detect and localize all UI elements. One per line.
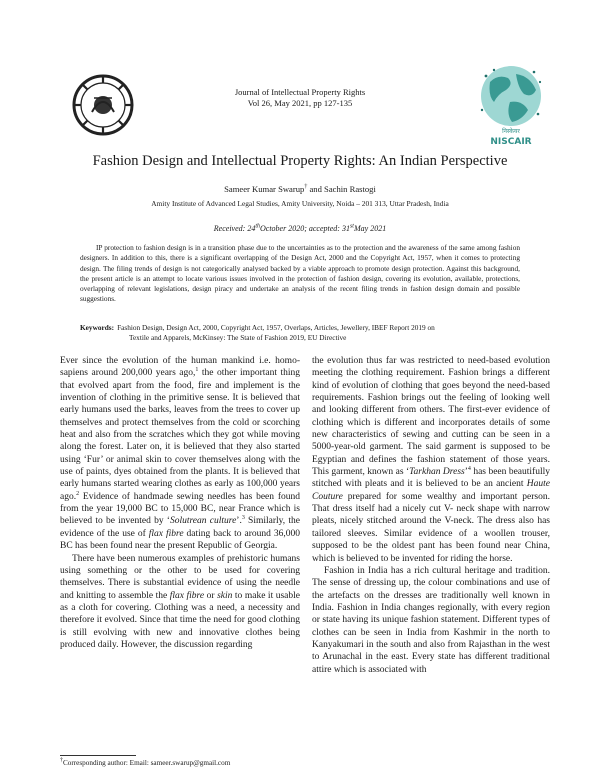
author-1-mark: † [304,184,308,191]
body-column-left [60,355,300,651]
received-dates: Received: 24thOctober 2020; accepted: 31stMay 2021 [213,223,387,233]
paragraph: There have been numerous examples of prehistoric humans using something or the other to be used for covering themselves. There is substantial evidence of using the needle and knitting to assemble the flax fibre or skin to make it usable as a cloth for covering. Clothing was a need, a necessity and therefore it evolved. Since that time the need for good clothing is still evolving with new and innovative clothes being produced daily. However, the discussion regarding [60,553,301,650]
author-1: Sameer Kumar Swarup [224,184,305,194]
keywords-line-2: Textile and Apparels, McKinsey: The State of Fashion 2019, EU Directive [129,333,347,342]
niscair-globe-icon [474,64,548,152]
author-conjunction: and [307,184,325,194]
footnote-text: Corresponding author: Email: sameer.swarup@gmail.com [63,759,231,767]
keywords-line-1: Fashion Design, Design Act, 2000, Copyright Act, 1957, Overlaps, Articles, Jewellery, IBEF Report 2019 on [117,323,435,332]
footnote: †Corresponding author: Email: sameer.swarup@gmail.com [60,757,231,767]
keywords-label: Keywords: [80,323,115,332]
footnote-rule [60,755,136,756]
author-2: Sachin Rastogi [324,184,376,194]
body-column-right [312,355,550,676]
journal-volume: Vol 26, May 2021, pp 127-135 [247,98,353,108]
paragraph: the evolution thus far was restricted to need-based evolution meeting the clothing requirement. Fashion brings a different kind of evolution of clothing that goes beyond the need-based requirements. Fashion brings out the feeling of looking well and looking different from others. The first-ever evidence of clothing which is different and incorporates details of some new characteristics of sewing and cutting can be seen in a 5000-year-old garment. The said garment is supposed to be Egyptian and defines the fashion statement of those years. This garment, known as ‘Tarkhan Dress’$^4$ has been beautifully stitched with pleats and it is believed to be an ancient Haute Couture prepared for some wealthy and important person. That dress itself had a nicely cut V- neck shape with narrow pleats, nicely stitched around the V-neck. The dress also has tailored sleeves. Similar evidence of a woollen trouser, supposed to be the oldest pant has been found near China, which is believed to be invented for riding the horse. [312,356,550,564]
niscair-hindi-text: निस्केयर [502,128,520,135]
affiliation: Amity Institute of Advanced Legal Studies, Amity University, Noida – 201 313, Uttar Pradesh, India [151,199,449,208]
abstract: IP protection to fashion design is in a transition phase due to the uncertainties as to the protection and the awareness of the same among fashion designers. In addition to this, there is a significant overlapping of the Design Act, 2000 and the Copyright Act, 1957, when it comes to protecting design. The filing trends of design is not categorically analysed backed by a viable approach to promote design protection. Against this background, the present article is an attempt to locate various issues involved in the protection of fashion design, covering its evolution, available, protections, overlapping of relevant legislations, design piracy and undertake an analysis of the recent filing trends in fashion design domain and possible suggestions. [80,243,520,304]
paragraph: Ever since the evolution of the human mankind i.e. homo-sapiens around 200,000 years ago,$^1$ the other important thing that evolved apart from the food, fire and implement is the invention of clothing in the primitive sense. It is believed that early humans used the barks, leaves from the trees to cover up themselves and protect themselves from the cold or scorching heat and also from the scratches which they got while moving along the forest. Later on, it is believed that they also started using ‘Fur’ or animal skin to cover themselves along with the use of paints, dyes obtained from the plants. It is believed that early humans started wearing clothes as early as 100,000 years ago.$^2$ Evidence of handmade sewing needles has been found from the year 19,000 BC to 15,000 BC, near France which is believed to be invented by ‘Solutrean culture’.$^3$ Similarly, the evidence of the use of flax fibre dating back to around 36,000 BC has been found near the present Republic of Georgia. [60,356,301,552]
journal-name: Journal of Intellectual Property Rights [234,87,366,97]
niscair-logo [474,64,548,152]
author-line [40,184,560,195]
journal-info [180,87,420,109]
institute-emblem-icon [72,74,134,136]
niscair-text: NISCAIR [490,137,532,147]
keywords [80,323,520,343]
article-title: Fashion Design and Intellectual Property Rights: An Indian Perspective [92,153,508,169]
paragraph: Fashion in India has a rich cultural heritage and tradition. The sense of dressing up, the colour combinations and use of the artefacts on the dresses are traditionally well known in India. Fashion in India changes regionally, with every region or state having its unique fashion statement. Different types of clothes can be seen in India from Kashmir in the north to Kanyakumari in the south and also from Rajasthan in the west to Arunachal in the east. Every state has different traditional attire which is associated with [312,565,550,675]
